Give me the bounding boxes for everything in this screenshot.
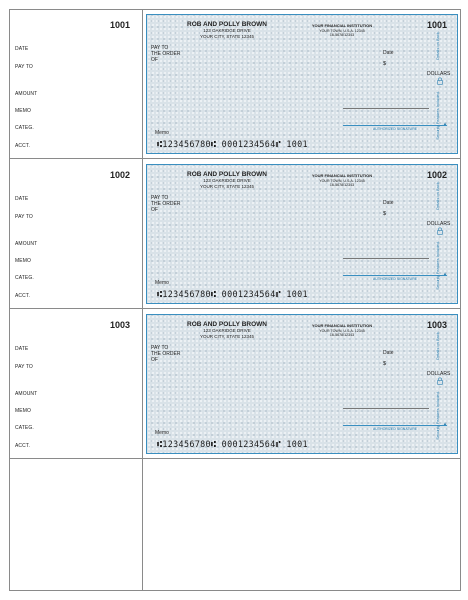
payer-city: YOUR CITY, STATE 12345 — [199, 334, 255, 339]
stub-1002 — [10, 160, 142, 308]
stub-1003 — [10, 310, 142, 458]
signature-area — [343, 125, 447, 131]
pay-to-label: PAY TO THE ORDER OF — [151, 195, 181, 213]
pay-to-label: PAY TO THE ORDER OF — [151, 345, 181, 363]
date-label: Date — [383, 50, 394, 56]
details-on-back-text: Details on Back. — [435, 31, 440, 60]
padlock-icon — [437, 77, 443, 85]
signature-label: AUTHORIZED SIGNATURE — [373, 427, 417, 431]
payer-name: ROB AND POLLY BROWN — [187, 21, 267, 28]
signature-line — [343, 125, 447, 126]
stub-divider — [142, 10, 143, 590]
amount-line — [343, 408, 429, 409]
micr-line: ⑆123456780⑆ 0001234564⑈ 1001 — [157, 139, 308, 149]
date-label: Date — [383, 200, 394, 206]
security-mark-icon: ▲ — [443, 271, 447, 276]
security-mark-icon: ▲ — [443, 121, 447, 126]
security-features-text: Security Features Included. — [435, 241, 440, 290]
stub-amount-label: AMOUNT — [15, 241, 38, 247]
amount-line — [343, 108, 429, 109]
stub-category-label: CATEG. — [15, 425, 34, 431]
bank-name: YOUR FINANCIAL INSTITUTION — [311, 173, 373, 178]
dollar-sign: $ — [383, 211, 387, 217]
stub-category-label: CATEG. — [15, 125, 34, 131]
payer-name: ROB AND POLLY BROWN — [187, 171, 267, 178]
stub-number: 1002 — [110, 170, 131, 180]
security-side-text — [435, 31, 445, 151]
stub-date-label: DATE — [15, 196, 29, 202]
stub-payto-label: PAY TO — [15, 214, 33, 220]
bank-block — [307, 24, 377, 38]
bank-block — [307, 324, 377, 338]
stub-amount-label: AMOUNT — [15, 91, 38, 97]
payer-name: ROB AND POLLY BROWN — [187, 321, 267, 328]
padlock-icon — [437, 227, 443, 235]
row-divider-2 — [10, 308, 460, 309]
stub-payto-label: PAY TO — [15, 64, 33, 70]
signature-line — [343, 425, 447, 426]
row-divider-1 — [10, 158, 460, 159]
memo-label: Memo — [155, 430, 169, 436]
payer-address: 123 OAKRIDGE DRIVE — [203, 178, 251, 183]
payer-block — [177, 322, 277, 340]
dollars-label: DOLLARS — [427, 221, 451, 227]
pay-to-label: PAY TO THE ORDER OF — [151, 45, 181, 63]
stub-memo-label: MEMO — [15, 258, 31, 264]
stub-payto-label: PAY TO — [15, 364, 33, 370]
signature-label: AUTHORIZED SIGNATURE — [373, 127, 417, 131]
security-features-text: Security Features Included. — [435, 91, 440, 140]
payer-block — [177, 22, 277, 40]
stub-date-label: DATE — [15, 346, 29, 352]
check-sheet — [9, 9, 461, 591]
dollar-sign: $ — [383, 361, 387, 367]
stub-memo-label: MEMO — [15, 108, 31, 114]
details-on-back-text: Details on Back. — [435, 181, 440, 210]
memo-label: Memo — [155, 130, 169, 136]
payer-block — [177, 172, 277, 190]
bank-city: YOUR TOWN, U.S.A. 12345 — [319, 178, 365, 183]
micr-line: ⑆123456780⑆ 0001234564⑈ 1001 — [157, 439, 308, 449]
stub-category-label: CATEG. — [15, 275, 34, 281]
stub-number: 1003 — [110, 320, 131, 330]
security-side-text — [435, 331, 445, 451]
signature-label: AUTHORIZED SIGNATURE — [373, 277, 417, 281]
bank-fraction: 16-5678/12343 — [329, 33, 355, 37]
stub-account-label: ACCT. — [15, 293, 30, 299]
bank-city: YOUR TOWN, U.S.A. 12345 — [319, 28, 365, 33]
bank-name: YOUR FINANCIAL INSTITUTION — [311, 323, 373, 328]
signature-area — [343, 425, 447, 431]
stub-account-label: ACCT. — [15, 143, 30, 149]
dollar-sign: $ — [383, 61, 387, 67]
bank-city: YOUR TOWN, U.S.A. 12345 — [319, 328, 365, 333]
payer-address: 123 OAKRIDGE DRIVE — [203, 28, 251, 33]
bank-fraction: 16-5678/12343 — [329, 333, 355, 337]
check-1002 — [146, 164, 458, 304]
payer-city: YOUR CITY, STATE 12345 — [199, 184, 255, 189]
check-1001 — [146, 14, 458, 154]
stub-1001 — [10, 10, 142, 158]
stub-account-label: ACCT. — [15, 443, 30, 449]
details-on-back-text: Details on Back. — [435, 331, 440, 360]
signature-area — [343, 275, 447, 281]
check-number: 1003 — [427, 320, 448, 330]
amount-line — [343, 258, 429, 259]
check-number: 1002 — [427, 170, 448, 180]
security-side-text — [435, 181, 445, 301]
date-label: Date — [383, 350, 394, 356]
security-features-text: Security Features Included. — [435, 391, 440, 440]
stub-number: 1001 — [110, 20, 131, 30]
dollars-label: DOLLARS — [427, 71, 451, 77]
payer-city: YOUR CITY, STATE 12345 — [199, 34, 255, 39]
bank-block — [307, 174, 377, 188]
padlock-icon — [437, 377, 443, 385]
bank-fraction: 16-5678/12343 — [329, 183, 355, 187]
check-1003 — [146, 314, 458, 454]
payer-address: 123 OAKRIDGE DRIVE — [203, 328, 251, 333]
security-mark-icon: ▲ — [443, 421, 447, 426]
memo-label: Memo — [155, 280, 169, 286]
micr-line: ⑆123456780⑆ 0001234564⑈ 1001 — [157, 289, 308, 299]
signature-line — [343, 275, 447, 276]
bank-name: YOUR FINANCIAL INSTITUTION — [311, 23, 373, 28]
stub-amount-label: AMOUNT — [15, 391, 38, 397]
stub-date-label: DATE — [15, 46, 29, 52]
dollars-label: DOLLARS — [427, 371, 451, 377]
stub-memo-label: MEMO — [15, 408, 31, 414]
check-number: 1001 — [427, 20, 448, 30]
row-divider-3 — [10, 458, 460, 459]
